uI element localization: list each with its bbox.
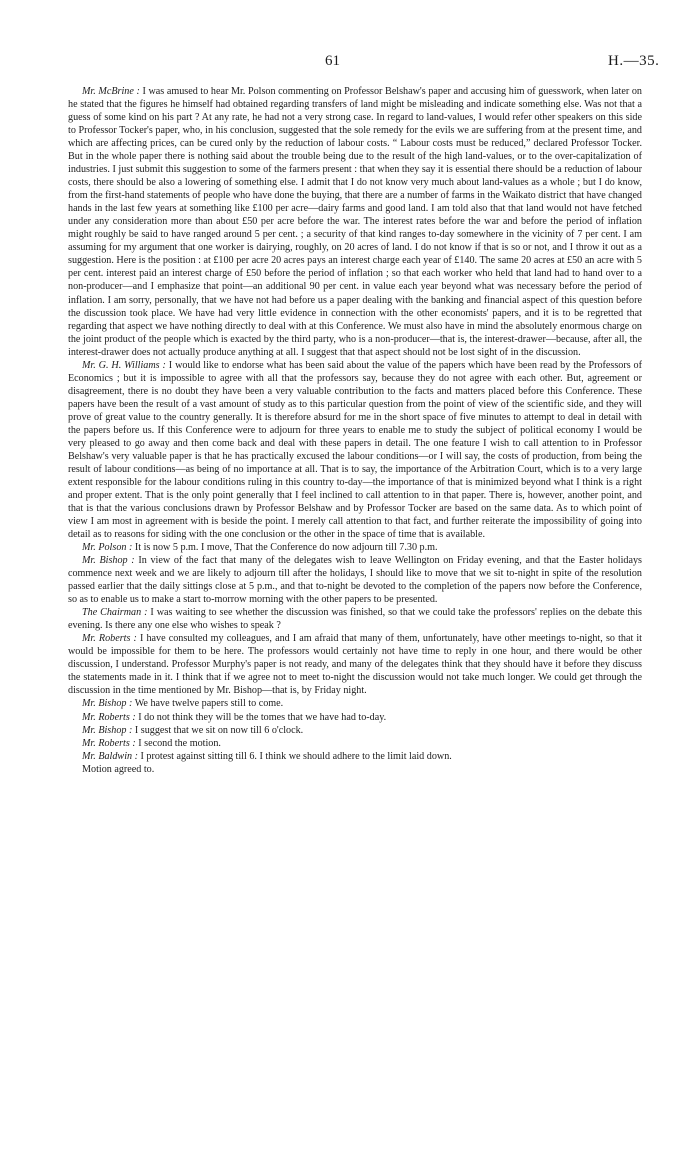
speech-text: I was waiting to see whether the discussion was finished, so that we could take the professors' replies on the debate this evening. Is there any one else who wishes to speak ? xyxy=(68,607,642,632)
paragraph-bishop-2 xyxy=(68,697,642,710)
speaker-name: Mr. Roberts : xyxy=(82,737,136,749)
page-number: 61 xyxy=(325,53,340,69)
paragraph-bishop-3 xyxy=(68,724,642,737)
speaker-name: Mr. G. H. Williams : xyxy=(82,359,166,371)
paragraph-roberts-2 xyxy=(68,711,642,724)
speaker-name: Mr. Polson : xyxy=(82,542,133,554)
speaker-name: Mr. Baldwin : xyxy=(82,750,138,762)
paragraph-baldwin xyxy=(68,750,642,763)
speech-text: It is now 5 p.m. I move, That the Conference do now adjourn till 7.30 p.m. xyxy=(132,542,438,554)
speaker-name: Mr. Bishop : xyxy=(82,698,133,710)
document-code: H.—35. xyxy=(608,53,660,69)
speaker-name: Mr. Bishop : xyxy=(82,724,133,736)
speech-text: I second the motion. xyxy=(135,737,221,749)
paragraph-williams xyxy=(68,359,642,541)
speech-text: Motion agreed to. xyxy=(82,763,155,775)
paragraph-chairman xyxy=(68,606,642,632)
speech-text: I have consulted my colleagues, and I am afraid that many of them, unfortunately, have other meetings to-night, so that it would be impossible for them to be here. The professors would certainly not have time to reply in one hour, and there would be other discussion, I understand. Professor Murphy's paper is not ready, and many of the delegates think that they should have it before they discuss the statements made in it. I think that if we agree not to meet to-night the discussion would not take much longer. We could get through the discussion in the time mentioned by Mr. Bishop—that is, by Friday night. xyxy=(68,633,642,697)
paragraph-roberts-3 xyxy=(68,737,642,750)
speaker-name: Mr. Roberts : xyxy=(82,711,136,723)
paragraph-roberts xyxy=(68,632,642,697)
speaker-name: The Chairman : xyxy=(82,607,148,619)
speech-text: I do not think they will be the tomes that we have had to-day. xyxy=(135,711,387,723)
paragraph-motion-result xyxy=(68,763,642,776)
speaker-name: Mr. Bishop : xyxy=(82,555,135,567)
speaker-name: Mr. Roberts : xyxy=(82,633,137,645)
transcript-body xyxy=(68,85,642,776)
speech-text: I protest against sitting till 6. I think we should adhere to the limit laid down. xyxy=(137,750,452,762)
speech-text: I suggest that we sit on now till 6 o'clock. xyxy=(132,724,304,736)
speech-text: I was amused to hear Mr. Polson commenting on Professor Belshaw's paper and accusing him of guesswork, when later on he stated that the figures he himself had obtained regarding transfers of land might be misleading and indicate something else. Was not that a guess of some kind on his part ? At any rate, he had not a very strong case. In regard to land-values, I would refer other speakers on this side to Professor Tocker's paper, who, in his conclusion, suggested that the sole remedy for the evils we are suffering from at the present time, and which are affecting prices, can be cured only by the reduction of labour costs. “ Labour costs must be reduced,” declared Professor Tocker. But in the whole paper there is nothing said about the trouble being due to the result of the high land-values, or to the over-capitalization of industries. I just submit this suggestion to some of the farmers present : that when they say it is essential there should be a reduction of labour costs, there should be also a lowering of something else. I admit that I do not know very much about land-values as a whole ; but I do know, from the first-hand statements of people who have done the buying, that there are a number of farms in the Waikato district that have changed hands in the last few years at something like £100 per acre—dairy farms and good land. I am told also that that land would not have fetched under any consideration more than about £50 per acre before the war. The interest rates before the war and before the period of inflation might roughly be said to have ranged around 5 per cent. ; a security of that kind ranges to-day somewhere in the vicinity of 7 per cent. I am assuming for my argument that one worker is dairying, roughly, on 20 acres of land. I do not know if that is so or not, and I throw it out as a suggestion. Here is the position : at £100 per acre 20 acres pays an interest charge each year of £140. The same 20 acres at £50 an acre with 5 per cent. interest paid an interest charge of £50 before the period of inflation ; so that each worker who held that land had to hand over to a non-producer—and I emphasize that point—an additional 90 per cent. in value each year beyond what was necessary before the period of inflation. I am sorry, personally, that we have not had before us a paper dealing with the banking and financial aspect of this question before the discussion took place. We have had very little evidence in connection with the other economists' papers, and it is to be regretted that regarding that aspect we have nothing directly to deal with at this Conference. We must also have in mind the absolutely enormous charge on the joint product of the people which is exacted by the third party, who is a non-producer—that is, the interest-drawer—because, after all, the interest-drawer does not actually produce anything at all. I suggest that that aspect should not be lost sight of in the discussion. xyxy=(68,86,642,358)
speech-text: We have twelve papers still to come. xyxy=(132,698,284,710)
speaker-name: Mr. McBrine : xyxy=(82,86,140,97)
speech-text: I would like to endorse what has been said about the value of the papers which have been read by the Professors of Economics ; but it is impossible to agree with all that the professors say, because they do not agree with each other. But, agreement or disagreement, there is no doubt they have been a very valuable contribution to the facts and matters placed before this Conference. These papers have been the result of a vast amount of study as to this particular question from the point of view of the scientific side, and they will prove of great value to the country generally. It is therefore absurd for me in the short space of five minutes to attempt to deal in detail with the papers before us. If this Conference were to adjourn for three years to enable me to study the subject of political economy I would be very pleased to go away and then come back and deal with these papers in detail. The one feature I wish to call attention to in Professor Belshaw's very valuable paper is that he has practically excused the labour conditions—or I will say, the costs of production, from being the result of labour conditions—as being of no importance at all. That is to say, the importance of the Arbitration Court, which is to a very large extent responsible for the labour conditions ruling in this country to-day—the importance of that is minimized beyond what I think is a right and proper extent. That is the only point generally that I feel inclined to call attention to in that paper. There is, however, another point, and that is that the various conclusions drawn by Professor Belshaw and by Professor Tocker are based on the same data. As to which point of view I am most in agreement with is beside the point. I merely call attention to that fact, and further reiterate the impossibility of going into detail as to reasons for siding with the one conclusion or the other in the space of time that is available. xyxy=(68,359,642,541)
paragraph-mcbrine xyxy=(68,85,642,359)
paragraph-bishop xyxy=(68,554,642,606)
paragraph-polson xyxy=(68,541,642,554)
speech-text: In view of the fact that many of the delegates wish to leave Wellington on Friday evening, and that the Easter holidays commence next week and we are likely to adjourn till after the holidays, I should like to move that we sit to-night in spite of the resolution passed earlier that the daily sittings close at 5 p.m., and that to-night be devoted to the completion of the papers now before the Conference, so as to enable us to make a start to-morrow morning with the other papers to be presented. xyxy=(68,555,642,606)
